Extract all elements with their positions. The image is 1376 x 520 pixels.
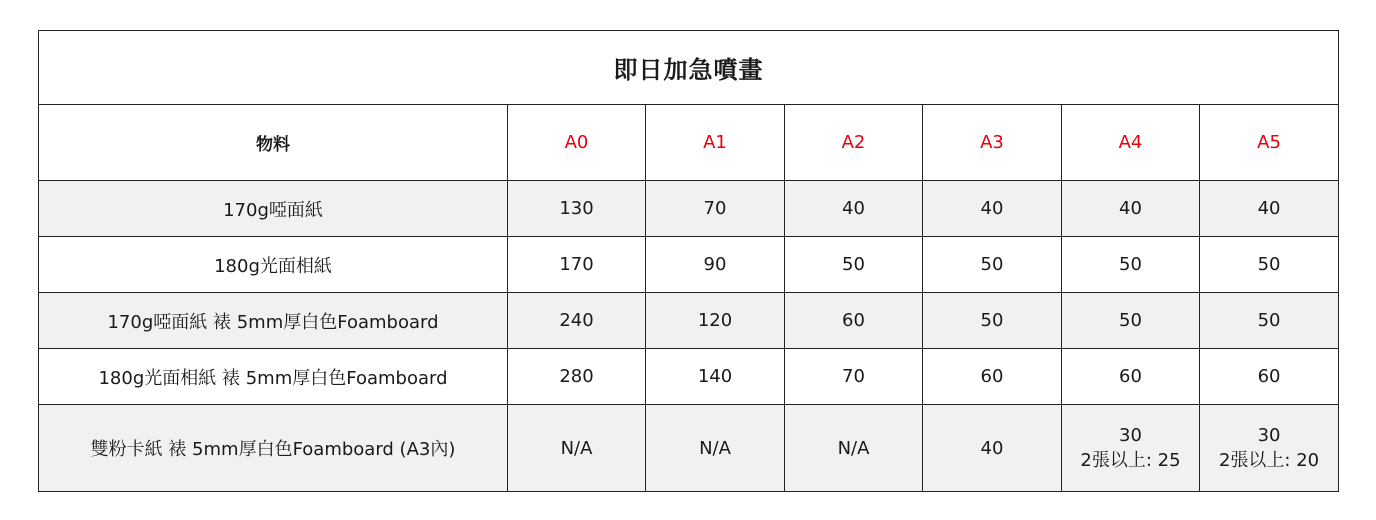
table-body — [39, 181, 1339, 492]
material-cell: 雙粉卡紙 裱 5mm厚白色Foamboard (A3內) — [39, 405, 508, 492]
price-value: 170 — [559, 254, 594, 275]
price-cell-a0 — [508, 293, 646, 349]
size-header-a2: A2 — [785, 105, 923, 181]
price-value: 40 — [1257, 198, 1281, 219]
table-title: 即日加急噴畫 — [39, 31, 1339, 105]
price-value: 60 — [1257, 366, 1281, 387]
price-value: 40 — [980, 198, 1004, 219]
size-header-a0: A0 — [508, 105, 646, 181]
price-value: 50 — [1257, 310, 1281, 331]
price-cell-a5 — [1200, 349, 1339, 405]
price-cell-a1 — [646, 181, 785, 237]
material-cell: 170g啞面紙 — [39, 181, 508, 237]
price-value: N/A — [699, 437, 731, 459]
price-cell-a1 — [646, 349, 785, 405]
price-value: 240 — [559, 310, 594, 331]
price-cell-a0 — [508, 181, 646, 237]
price-cell-a4 — [1062, 293, 1200, 349]
material-header: 物料 — [39, 105, 508, 181]
title-row — [39, 31, 1339, 105]
price-cell-a0 — [508, 237, 646, 293]
price-cell-a1 — [646, 405, 785, 492]
price-cell-a3 — [923, 349, 1062, 405]
size-header-a4: A4 — [1062, 105, 1200, 181]
price-cell-a0 — [508, 349, 646, 405]
size-header-a1: A1 — [646, 105, 785, 181]
table-row — [39, 349, 1339, 405]
price-cell-a2 — [785, 405, 923, 492]
price-value: 50 — [1119, 310, 1142, 331]
table-row — [39, 293, 1339, 349]
price-cell-a3 — [923, 293, 1062, 349]
price-cell-a5 — [1200, 293, 1339, 349]
size-header-a5: A5 — [1200, 105, 1339, 181]
price-value: 40 — [1119, 198, 1142, 219]
price-value: 70 — [703, 198, 727, 219]
price-cell-a1 — [646, 293, 785, 349]
price-cell-a3 — [923, 405, 1062, 492]
price-value: 50 — [1257, 254, 1281, 275]
material-cell: 180g光面相紙 — [39, 237, 508, 293]
price-cell-a4 — [1062, 237, 1200, 293]
price-value: 50 — [980, 310, 1004, 331]
price-value: 30 — [1119, 425, 1142, 446]
price-value: 140 — [697, 366, 733, 387]
price-cell-a5 — [1200, 237, 1339, 293]
price-note: 2張以上: 25 — [1080, 450, 1181, 471]
size-header-a3: A3 — [923, 105, 1062, 181]
price-cell-a3 — [923, 237, 1062, 293]
price-note: 2張以上: 20 — [1218, 450, 1320, 471]
price-value: 280 — [559, 366, 594, 387]
price-cell-a1 — [646, 237, 785, 293]
price-cell-a5 — [1200, 181, 1339, 237]
price-value: N/A — [837, 437, 870, 459]
header-row — [39, 105, 1339, 181]
price-value: 70 — [842, 366, 865, 387]
price-value: 60 — [1119, 366, 1142, 387]
table-row — [39, 237, 1339, 293]
price-table — [38, 30, 1339, 492]
price-value: 30 — [1257, 425, 1281, 446]
price-cell-a2 — [785, 237, 923, 293]
material-cell: 180g光面相紙 裱 5mm厚白色Foamboard — [39, 349, 508, 405]
material-cell: 170g啞面紙 裱 5mm厚白色Foamboard — [39, 293, 508, 349]
price-cell-a4 — [1062, 349, 1200, 405]
price-value: 40 — [980, 437, 1004, 459]
price-cell-a2 — [785, 181, 923, 237]
price-cell-a3 — [923, 181, 1062, 237]
price-value: 50 — [980, 254, 1004, 275]
table-row — [39, 405, 1339, 492]
price-value: 90 — [703, 254, 727, 275]
price-cell-a4 — [1062, 405, 1200, 492]
price-value: 50 — [842, 254, 865, 275]
price-cell-a2 — [785, 293, 923, 349]
price-value: 130 — [559, 198, 594, 219]
price-value: 50 — [1119, 254, 1142, 275]
price-cell-a2 — [785, 349, 923, 405]
price-value: 60 — [842, 310, 865, 331]
price-value: N/A — [560, 437, 593, 459]
price-cell-a4 — [1062, 181, 1200, 237]
price-value: 120 — [697, 310, 733, 331]
price-value: 40 — [842, 198, 865, 219]
table-row — [39, 181, 1339, 237]
price-cell-a0 — [508, 405, 646, 492]
price-cell-a5 — [1200, 405, 1339, 492]
price-value: 60 — [980, 366, 1004, 387]
